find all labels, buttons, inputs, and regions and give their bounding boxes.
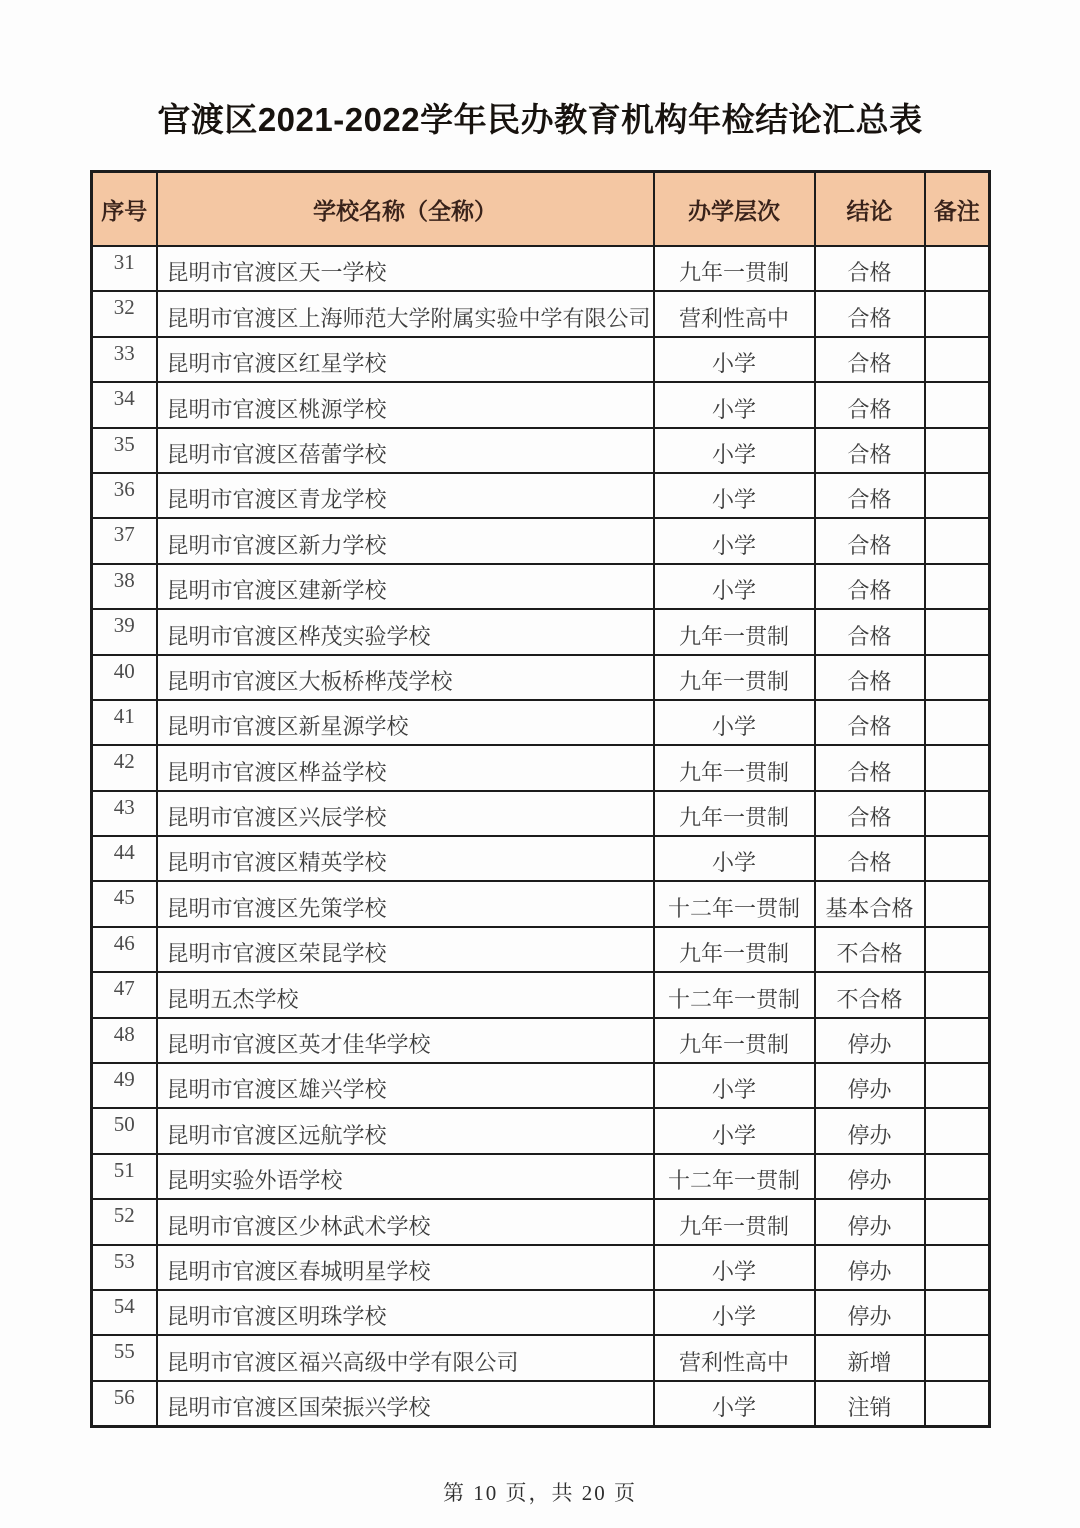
cell-conclusion: 新增	[815, 1335, 925, 1380]
cell-no: 42	[92, 745, 157, 790]
cell-conclusion: 合格	[815, 700, 925, 745]
column-header-school-name: 学校名称（全称）	[157, 172, 654, 247]
cell-level: 小学	[654, 518, 815, 563]
cell-conclusion: 停办	[815, 1199, 925, 1244]
cell-remark	[925, 1199, 990, 1244]
table-row	[92, 1199, 990, 1244]
cell-level: 九年一贯制	[654, 1199, 815, 1244]
cell-conclusion: 注销	[815, 1381, 925, 1426]
cell-name: 昆明市官渡区青龙学校	[157, 473, 654, 518]
cell-conclusion: 合格	[815, 836, 925, 881]
cell-level: 小学	[654, 1290, 815, 1335]
table-row	[92, 655, 990, 700]
cell-name: 昆明市官渡区大板桥桦茂学校	[157, 655, 654, 700]
cell-remark	[925, 972, 990, 1017]
table-row	[92, 881, 990, 926]
cell-no: 49	[92, 1063, 157, 1108]
table-row	[92, 518, 990, 563]
cell-remark	[925, 881, 990, 926]
cell-remark	[925, 1063, 990, 1108]
cell-name: 昆明市官渡区新力学校	[157, 518, 654, 563]
cell-level: 小学	[654, 1381, 815, 1426]
cell-conclusion: 停办	[815, 1245, 925, 1290]
table-row	[92, 1245, 990, 1290]
page-title: 官渡区2021-2022学年民办教育机构年检结论汇总表	[157, 101, 923, 138]
cell-level: 九年一贯制	[654, 745, 815, 790]
cell-conclusion: 合格	[815, 291, 925, 336]
table-row	[92, 1063, 990, 1108]
cell-remark	[925, 518, 990, 563]
cell-remark	[925, 700, 990, 745]
cell-remark	[925, 1018, 990, 1063]
cell-conclusion: 不合格	[815, 927, 925, 972]
table-header-row	[92, 172, 990, 247]
cell-name: 昆明市官渡区天一学校	[157, 246, 654, 291]
cell-conclusion: 停办	[815, 1063, 925, 1108]
table-row	[92, 609, 990, 654]
cell-conclusion: 合格	[815, 609, 925, 654]
cell-conclusion: 合格	[815, 382, 925, 427]
cell-remark	[925, 428, 990, 473]
cell-conclusion: 合格	[815, 428, 925, 473]
cell-name: 昆明市官渡区国荣振兴学校	[157, 1381, 654, 1426]
cell-name: 昆明市官渡区新星源学校	[157, 700, 654, 745]
cell-no: 32	[92, 291, 157, 336]
cell-name: 昆明市官渡区桃源学校	[157, 382, 654, 427]
cell-level: 小学	[654, 1063, 815, 1108]
cell-conclusion: 停办	[815, 1108, 925, 1153]
table-row	[92, 337, 990, 382]
cell-remark	[925, 836, 990, 881]
cell-name: 昆明市官渡区兴辰学校	[157, 791, 654, 836]
cell-conclusion: 合格	[815, 246, 925, 291]
cell-name: 昆明市官渡区桦茂实验学校	[157, 609, 654, 654]
table-row	[92, 1108, 990, 1153]
cell-no: 34	[92, 382, 157, 427]
cell-remark	[925, 791, 990, 836]
cell-level: 小学	[654, 836, 815, 881]
cell-level: 小学	[654, 1108, 815, 1153]
cell-level: 十二年一贯制	[654, 972, 815, 1017]
cell-level: 营利性高中	[654, 1335, 815, 1380]
table-row	[92, 1290, 990, 1335]
cell-no: 44	[92, 836, 157, 881]
cell-no: 48	[92, 1018, 157, 1063]
cell-no: 43	[92, 791, 157, 836]
cell-level: 十二年一贯制	[654, 881, 815, 926]
cell-remark	[925, 1108, 990, 1153]
column-header-no: 序号	[92, 172, 157, 247]
table-row	[92, 382, 990, 427]
cell-level: 小学	[654, 382, 815, 427]
cell-conclusion: 停办	[815, 1018, 925, 1063]
cell-conclusion: 合格	[815, 337, 925, 382]
cell-no: 50	[92, 1108, 157, 1153]
cell-level: 小学	[654, 428, 815, 473]
table-row	[92, 1335, 990, 1380]
cell-level: 营利性高中	[654, 291, 815, 336]
cell-name: 昆明市官渡区少林武术学校	[157, 1199, 654, 1244]
cell-conclusion: 合格	[815, 473, 925, 518]
cell-level: 九年一贯制	[654, 246, 815, 291]
cell-level: 九年一贯制	[654, 609, 815, 654]
cell-no: 39	[92, 609, 157, 654]
cell-level: 十二年一贯制	[654, 1154, 815, 1199]
cell-remark	[925, 1154, 990, 1199]
cell-name: 昆明市官渡区先策学校	[157, 881, 654, 926]
cell-level: 小学	[654, 473, 815, 518]
cell-remark	[925, 1335, 990, 1380]
cell-name: 昆明实验外语学校	[157, 1154, 654, 1199]
cell-name: 昆明市官渡区英才佳华学校	[157, 1018, 654, 1063]
cell-conclusion: 合格	[815, 791, 925, 836]
cell-name: 昆明市官渡区桦益学校	[157, 745, 654, 790]
cell-conclusion: 基本合格	[815, 881, 925, 926]
cell-name: 昆明市官渡区红星学校	[157, 337, 654, 382]
table-row	[92, 700, 990, 745]
cell-no: 31	[92, 246, 157, 291]
table-row	[92, 1154, 990, 1199]
page-number-indicator: 第 10 页，共 20 页	[443, 1481, 637, 1505]
cell-remark	[925, 337, 990, 382]
cell-no: 56	[92, 1381, 157, 1426]
annual-inspection-table	[90, 170, 991, 1428]
cell-remark	[925, 473, 990, 518]
cell-remark	[925, 564, 990, 609]
cell-remark	[925, 382, 990, 427]
cell-no: 53	[92, 1245, 157, 1290]
column-header-level: 办学层次	[654, 172, 815, 247]
cell-remark	[925, 655, 990, 700]
cell-no: 54	[92, 1290, 157, 1335]
cell-remark	[925, 609, 990, 654]
table-row	[92, 836, 990, 881]
cell-name: 昆明市官渡区精英学校	[157, 836, 654, 881]
table-row	[92, 1381, 990, 1426]
table-row	[92, 564, 990, 609]
column-header-conclusion: 结论	[815, 172, 925, 247]
table-row	[92, 791, 990, 836]
cell-conclusion: 合格	[815, 518, 925, 563]
cell-no: 51	[92, 1154, 157, 1199]
cell-no: 45	[92, 881, 157, 926]
cell-level: 九年一贯制	[654, 655, 815, 700]
cell-no: 38	[92, 564, 157, 609]
cell-no: 36	[92, 473, 157, 518]
table-row	[92, 246, 990, 291]
cell-remark	[925, 927, 990, 972]
cell-name: 昆明市官渡区蓓蕾学校	[157, 428, 654, 473]
table-row	[92, 927, 990, 972]
cell-conclusion: 不合格	[815, 972, 925, 1017]
cell-conclusion: 停办	[815, 1154, 925, 1199]
cell-no: 47	[92, 972, 157, 1017]
cell-no: 52	[92, 1199, 157, 1244]
cell-level: 小学	[654, 337, 815, 382]
cell-conclusion: 合格	[815, 564, 925, 609]
cell-remark	[925, 1381, 990, 1426]
cell-name: 昆明市官渡区雄兴学校	[157, 1063, 654, 1108]
cell-no: 35	[92, 428, 157, 473]
cell-remark	[925, 291, 990, 336]
cell-conclusion: 合格	[815, 745, 925, 790]
cell-name: 昆明市官渡区福兴高级中学有限公司	[157, 1335, 654, 1380]
cell-name: 昆明市官渡区远航学校	[157, 1108, 654, 1153]
cell-level: 九年一贯制	[654, 927, 815, 972]
cell-no: 46	[92, 927, 157, 972]
cell-no: 41	[92, 700, 157, 745]
cell-name: 昆明市官渡区建新学校	[157, 564, 654, 609]
cell-remark	[925, 745, 990, 790]
cell-name: 昆明市官渡区上海师范大学附属实验中学有限公司	[157, 291, 654, 336]
cell-level: 九年一贯制	[654, 791, 815, 836]
cell-no: 37	[92, 518, 157, 563]
table-row	[92, 473, 990, 518]
table-row	[92, 428, 990, 473]
cell-name: 昆明市官渡区春城明星学校	[157, 1245, 654, 1290]
column-header-remark: 备注	[925, 172, 990, 247]
cell-no: 33	[92, 337, 157, 382]
cell-conclusion: 合格	[815, 655, 925, 700]
cell-name: 昆明市官渡区明珠学校	[157, 1290, 654, 1335]
cell-name: 昆明五杰学校	[157, 972, 654, 1017]
cell-remark	[925, 246, 990, 291]
cell-level: 小学	[654, 564, 815, 609]
cell-no: 55	[92, 1335, 157, 1380]
cell-remark	[925, 1245, 990, 1290]
cell-level: 小学	[654, 700, 815, 745]
cell-level: 九年一贯制	[654, 1018, 815, 1063]
cell-no: 40	[92, 655, 157, 700]
table-row	[92, 972, 990, 1017]
cell-level: 小学	[654, 1245, 815, 1290]
table-row	[92, 291, 990, 336]
cell-remark	[925, 1290, 990, 1335]
cell-conclusion: 停办	[815, 1290, 925, 1335]
table-row	[92, 745, 990, 790]
cell-name: 昆明市官渡区荣昆学校	[157, 927, 654, 972]
table-row	[92, 1018, 990, 1063]
